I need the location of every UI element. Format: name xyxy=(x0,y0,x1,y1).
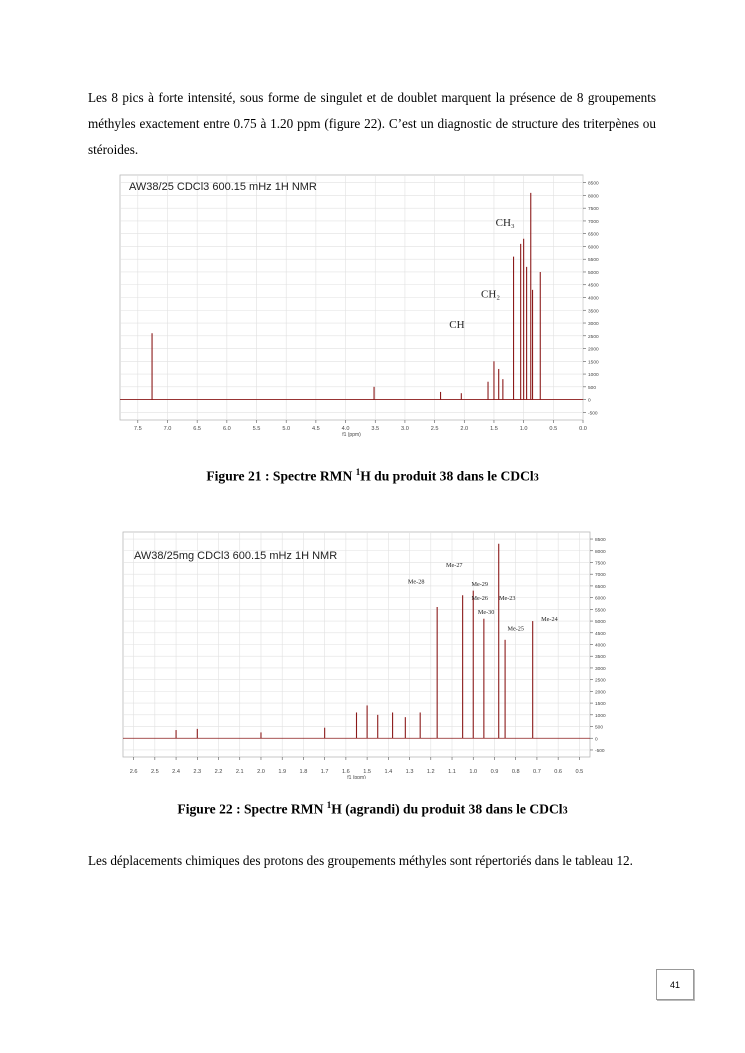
y-tick-label: 8500 xyxy=(595,538,606,544)
y-tick-label: 7500 xyxy=(595,561,606,567)
y-tick-label: -500 xyxy=(588,411,598,417)
x-tick-label: 1.1 xyxy=(448,769,456,775)
x-tick-label: 1.2 xyxy=(426,769,435,775)
y-tick-label: 6500 xyxy=(588,232,599,238)
peak-annotation: Me-27 xyxy=(446,562,463,570)
y-tick-label: 1000 xyxy=(595,713,606,719)
peak-annotation: Me-23 xyxy=(498,594,516,602)
y-tick-label: 4500 xyxy=(595,631,606,637)
y-tick-label: 7000 xyxy=(595,573,606,579)
y-tick-label: 5000 xyxy=(588,270,599,276)
x-tick-label: 0.9 xyxy=(490,769,499,775)
y-tick-label: 0 xyxy=(588,398,591,404)
x-tick-label: 5.0 xyxy=(282,426,291,432)
x-tick-label: 0.8 xyxy=(511,769,520,775)
y-tick-label: 0 xyxy=(595,737,598,743)
peak-annotation: Me-30 xyxy=(477,609,495,617)
x-tick-label: 1.6 xyxy=(341,769,350,775)
peak-annotation: Me-29 xyxy=(471,580,488,588)
peak-annotation: Me-24 xyxy=(541,616,558,624)
y-tick-label: 7500 xyxy=(588,207,599,213)
peak-annotation: Me-28 xyxy=(407,578,425,586)
intro-paragraph: Les 8 pics à forte intensité, sous forme de singulet et de doublet marquent la présence de 8 groupements méthyles exactement entre 0.75 à 1.20 ppm (figure 22). C’est un diagnostic de structure des triterpènes ou stéroides. xyxy=(88,90,656,157)
spectrum-chart-2 xyxy=(118,527,616,779)
peak-annotation: Me-25 xyxy=(507,625,524,633)
y-tick-label: 6000 xyxy=(588,245,599,251)
x-tick-label: 3.5 xyxy=(371,426,380,432)
x-tick-label: 1.5 xyxy=(490,426,498,432)
y-tick-label: 500 xyxy=(595,725,604,731)
x-tick-label: 1.5 xyxy=(363,769,372,775)
x-tick-label: 0.5 xyxy=(549,426,558,432)
nmr-spectrum-figure-21 xyxy=(115,170,613,438)
peak-annotation: CH₃ xyxy=(495,217,515,230)
y-tick-label: 1000 xyxy=(588,373,599,379)
x-tick-label: 1.9 xyxy=(278,769,287,775)
y-tick-label: 5000 xyxy=(595,620,606,626)
y-tick-label: 3000 xyxy=(595,666,606,672)
x-tick-label: 1.4 xyxy=(384,769,393,775)
x-tick-label: 1.7 xyxy=(320,769,329,775)
x-tick-label: 5.5 xyxy=(252,426,261,432)
x-axis-label: f1 (ppm) xyxy=(342,432,361,438)
y-tick-label: 2000 xyxy=(588,347,599,353)
peak-annotation: Me-26 xyxy=(471,594,488,602)
y-tick-label: 3000 xyxy=(588,322,599,328)
y-tick-label: 500 xyxy=(588,385,597,391)
y-tick-label: 2000 xyxy=(595,690,606,696)
x-tick-label: 2.5 xyxy=(150,769,159,775)
y-tick-label: 8000 xyxy=(588,194,599,200)
y-tick-label: 5500 xyxy=(595,608,606,614)
x-tick-label: 0.0 xyxy=(579,426,587,432)
spectrum-chart-1 xyxy=(115,170,613,438)
y-tick-label: 6500 xyxy=(595,584,606,590)
x-tick-label: 0.6 xyxy=(554,769,563,775)
x-tick-label: 2.3 xyxy=(193,769,202,775)
chart-title: AW38/25 CDCl3 600.15 mHz 1H NMR xyxy=(129,181,317,193)
y-tick-label: 3500 xyxy=(595,655,606,661)
y-tick-label: 4000 xyxy=(595,643,606,649)
y-tick-label: 7000 xyxy=(588,219,599,225)
closing-paragraph: Les déplacements chimiques des protons des groupements méthyles sont répertoriés dans le tableau 12. xyxy=(88,853,633,868)
x-tick-label: 2.1 xyxy=(235,769,244,775)
peak-annotation: CH xyxy=(449,319,465,332)
peak-annotation: CH₂ xyxy=(480,288,501,301)
y-tick-label: 4000 xyxy=(588,296,599,302)
y-tick-label: 1500 xyxy=(595,702,606,708)
y-tick-label: 2500 xyxy=(588,334,599,340)
figure-21-caption: Figure 21 : Spectre RMN $^1$H du produit 38 dans le CDCl3 xyxy=(206,467,539,484)
x-tick-label: 2.6 xyxy=(129,769,138,775)
x-tick-label: 2.0 xyxy=(460,426,469,432)
x-tick-label: 2.5 xyxy=(430,426,439,432)
y-tick-label: 1500 xyxy=(588,360,599,366)
y-tick-label: 4500 xyxy=(588,283,599,289)
x-tick-label: 7.5 xyxy=(133,426,142,432)
x-tick-label: 2.2 xyxy=(214,769,223,775)
figure-22-caption: Figure 22 : Spectre RMN $^1$H (agrandi) du produit 38 dans le CDCl3 xyxy=(177,800,568,817)
x-tick-label: 7.0 xyxy=(163,426,172,432)
y-tick-label: 5500 xyxy=(588,258,599,264)
x-tick-label: 0.7 xyxy=(533,769,541,775)
x-tick-label: 2.0 xyxy=(257,769,265,775)
x-axis-label: f1 (ppm) xyxy=(347,775,366,779)
chart-title: AW38/25mg CDCl3 600.15 mHz 1H NMR xyxy=(134,550,338,562)
y-tick-label: 6000 xyxy=(595,596,606,602)
page-number: 41 xyxy=(656,969,694,1000)
y-tick-label: 8000 xyxy=(595,549,606,555)
x-tick-label: 0.5 xyxy=(575,769,584,775)
y-tick-label: 2500 xyxy=(595,678,606,684)
x-tick-label: 3.0 xyxy=(401,426,409,432)
x-tick-label: 1.8 xyxy=(299,769,308,775)
x-tick-label: 6.0 xyxy=(222,426,231,432)
y-tick-label: 3500 xyxy=(588,309,599,315)
x-tick-label: 4.0 xyxy=(341,426,350,432)
x-tick-label: 1.0 xyxy=(469,769,478,775)
y-tick-label: -500 xyxy=(595,748,605,754)
y-tick-label: 8500 xyxy=(588,181,599,187)
nmr-spectrum-figure-22 xyxy=(118,527,616,779)
x-tick-label: 1.0 xyxy=(519,426,528,432)
x-tick-label: 2.4 xyxy=(172,769,180,775)
x-tick-label: 6.5 xyxy=(193,426,202,432)
x-tick-label: 1.3 xyxy=(405,769,414,775)
x-tick-label: 4.5 xyxy=(311,426,320,432)
